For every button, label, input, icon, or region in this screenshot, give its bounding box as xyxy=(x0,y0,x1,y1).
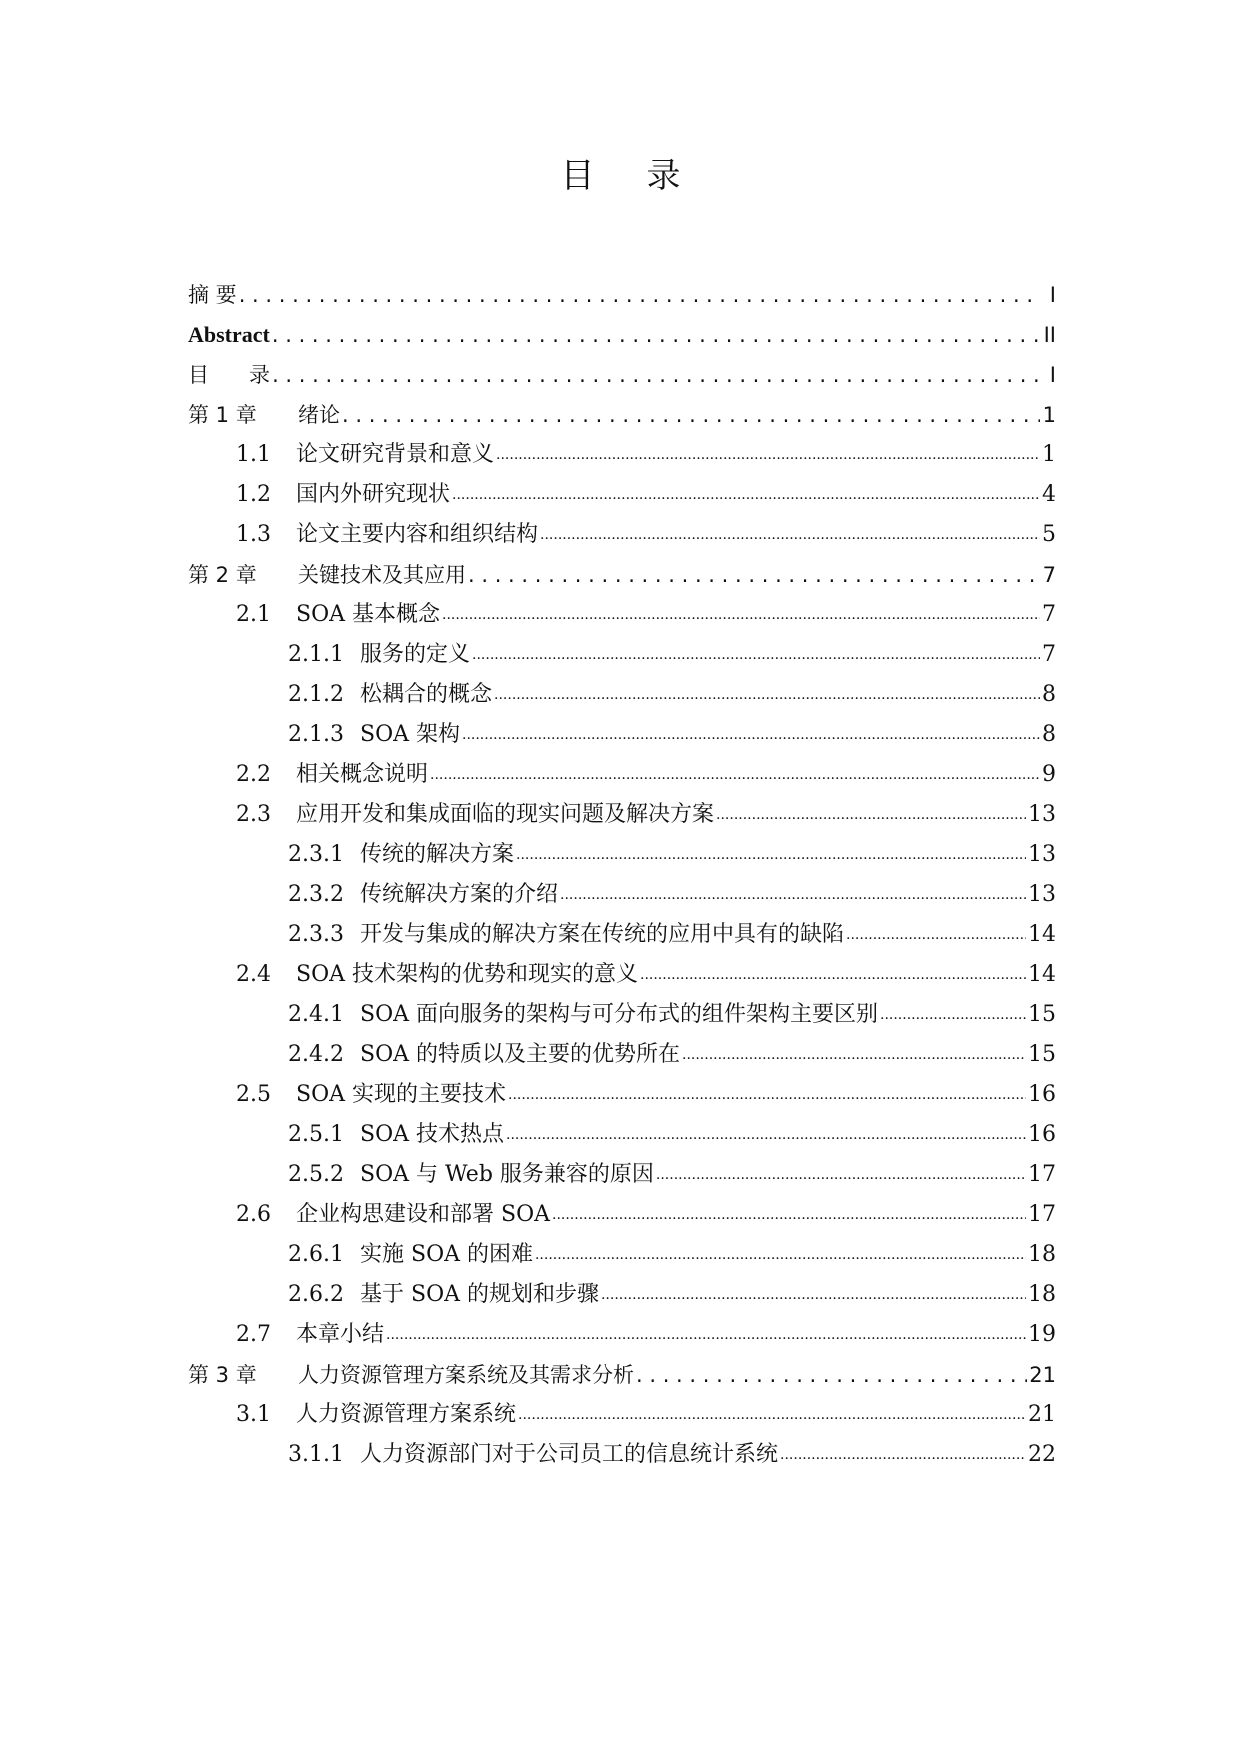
toc-entry-number: 2.6.1 xyxy=(288,1242,344,1267)
toc-entry-number: 第 3 章 xyxy=(188,1363,257,1387)
toc-entry-chapter[interactable] xyxy=(188,1346,1056,1390)
toc-entry-section[interactable] xyxy=(188,1186,1056,1230)
toc-entry-label: 相关概念说明 xyxy=(296,762,429,787)
toc-entry-section[interactable] xyxy=(188,466,1056,510)
toc-entry-page: 8 xyxy=(1042,722,1056,747)
toc-entry-page: 13 xyxy=(1028,802,1056,827)
toc-entry-label: Abstract xyxy=(188,322,270,347)
toc-entry-section[interactable] xyxy=(188,746,1056,790)
toc-entry-label: SOA 与 Web 服务兼容的原因 xyxy=(360,1162,654,1187)
toc-entry-number: 2.3.3 xyxy=(288,922,344,947)
toc-entry-number: 2.6.2 xyxy=(288,1282,344,1307)
toc-entry-label: 人力资源管理方案系统 xyxy=(296,1402,517,1427)
toc-entry-subsection[interactable] xyxy=(188,906,1056,950)
toc-entry-number: 第 1 章 xyxy=(188,403,257,427)
page-title-part1: 目 xyxy=(560,156,595,196)
toc-entry-contents[interactable] xyxy=(188,346,1056,390)
toc-entry-label: 传统解决方案的介绍 xyxy=(360,882,559,907)
toc-entry-subsection[interactable] xyxy=(188,1226,1056,1270)
toc-entry-label: SOA 实现的主要技术 xyxy=(296,1082,506,1107)
toc-entry-subsection[interactable] xyxy=(188,866,1056,910)
toc-entry-page: 17 xyxy=(1028,1202,1056,1227)
toc-entry-number: 1.2 xyxy=(236,482,271,507)
toc-entry-page: 18 xyxy=(1028,1282,1056,1307)
toc-entry-subsection[interactable] xyxy=(188,1026,1056,1070)
toc-entry-number: 2.1.1 xyxy=(288,642,344,667)
toc-entry-label: SOA 架构 xyxy=(360,722,460,747)
toc-entry-abstract-cn[interactable] xyxy=(188,266,1056,310)
toc-entry-label: 国内外研究现状 xyxy=(296,482,451,507)
toc-entry-subsection[interactable] xyxy=(188,626,1056,670)
toc-entry-page: 7 xyxy=(1042,642,1056,667)
toc-entry-section[interactable] xyxy=(188,1306,1056,1350)
toc-entry-number: 2.5.2 xyxy=(288,1162,344,1187)
page-title-part2: 录 xyxy=(646,156,681,196)
toc-entry-chapter[interactable] xyxy=(188,386,1056,430)
toc-entry-section[interactable] xyxy=(188,1066,1056,1110)
toc-entry-number: 3.1 xyxy=(236,1402,271,1427)
toc-entry-number: 2.1.3 xyxy=(288,722,344,747)
toc-entry-page: I xyxy=(1049,283,1056,307)
toc-entry-page: 5 xyxy=(1042,522,1056,547)
toc-entry-page: 15 xyxy=(1028,1002,1056,1027)
toc-entry-label: SOA 技术热点 xyxy=(360,1122,504,1147)
toc-entry-label: 人力资源管理方案系统及其需求分析 xyxy=(298,1363,634,1387)
page-title xyxy=(0,148,1241,197)
toc-entry-label: 本章小结 xyxy=(296,1322,385,1347)
toc-entry-page: 9 xyxy=(1042,762,1056,787)
toc-entry-label: 基于 SOA 的规划和步骤 xyxy=(360,1282,599,1307)
toc-entry-number: 2.3.2 xyxy=(288,882,344,907)
toc-entry-number: 1.3 xyxy=(236,522,271,547)
toc-entry-page: 13 xyxy=(1028,882,1056,907)
toc-entry-page: 7 xyxy=(1042,602,1056,627)
toc-entry-section[interactable] xyxy=(188,586,1056,630)
toc-entry-label: 目 录 xyxy=(188,363,271,387)
toc-entry-subsection[interactable] xyxy=(188,1146,1056,1190)
toc-entry-label: SOA 基本概念 xyxy=(296,602,440,627)
toc-entry-page: 1 xyxy=(1042,442,1056,467)
toc-entry-label: 开发与集成的解决方案在传统的应用中具有的缺陷 xyxy=(360,922,845,947)
toc-entry-page: 13 xyxy=(1028,842,1056,867)
toc-entry-label: 企业构思建设和部署 SOA xyxy=(296,1202,550,1227)
toc-entry-page: 22 xyxy=(1028,1442,1056,1467)
toc-entry-section[interactable] xyxy=(188,506,1056,550)
toc-leader-dots xyxy=(780,1438,1026,1470)
toc-entry-section[interactable] xyxy=(188,946,1056,990)
toc-entry-number: 2.3.1 xyxy=(288,842,344,867)
toc-entry-page: 15 xyxy=(1028,1042,1056,1067)
toc-entry-label: 传统的解决方案 xyxy=(360,842,515,867)
toc-entry-number: 2.5 xyxy=(236,1082,271,1107)
toc-entry-number: 1.1 xyxy=(236,442,271,467)
toc-entry-subsection[interactable] xyxy=(188,826,1056,870)
toc-entry-page: 19 xyxy=(1028,1322,1056,1347)
toc-entry-page: 1 xyxy=(1042,403,1056,427)
toc-entry-label: 应用开发和集成面临的现实问题及解决方案 xyxy=(296,802,715,827)
toc-entry-label: 关键技术及其应用 xyxy=(298,563,466,587)
toc-entry-label: 摘 要 xyxy=(188,283,237,307)
toc-entry-page: 21 xyxy=(1029,1363,1056,1387)
toc-entry-page: II xyxy=(1043,323,1056,347)
toc-entry-label: 服务的定义 xyxy=(360,642,471,667)
toc-entry-label: 论文主要内容和组织结构 xyxy=(296,522,539,547)
toc-entry-label: 实施 SOA 的困难 xyxy=(360,1242,533,1267)
toc-entry-label: 绪论 xyxy=(298,403,340,427)
toc-entry-label: 论文研究背景和意义 xyxy=(296,442,495,467)
toc-entry-label: 松耦合的概念 xyxy=(360,682,493,707)
toc-entry-section[interactable] xyxy=(188,426,1056,470)
toc-entry-label: SOA 的特质以及主要的优势所在 xyxy=(360,1042,680,1067)
toc-entry-page: I xyxy=(1049,363,1056,387)
toc-entry-page: 18 xyxy=(1028,1242,1056,1267)
toc-entry-label: 人力资源部门对于公司员工的信息统计系统 xyxy=(360,1442,779,1467)
toc-entry-page: 17 xyxy=(1028,1162,1056,1187)
toc-entry-subsection[interactable] xyxy=(188,1266,1056,1310)
toc-entry-number: 2.7 xyxy=(236,1322,271,1347)
toc-entry-subsection[interactable] xyxy=(188,666,1056,710)
toc-entry-label: SOA 面向服务的架构与可分布式的组件架构主要区别 xyxy=(360,1002,878,1027)
toc-entry-number: 2.4 xyxy=(236,962,271,987)
toc-entry-number: 2.4.2 xyxy=(288,1042,344,1067)
toc-entry-subsection[interactable] xyxy=(188,706,1056,750)
toc-entry-subsection[interactable] xyxy=(188,1426,1056,1470)
toc-entry-number: 2.3 xyxy=(236,802,271,827)
toc-entry-chapter[interactable] xyxy=(188,546,1056,590)
toc-entry-number: 2.2 xyxy=(236,762,271,787)
toc-entry-page: 7 xyxy=(1042,563,1056,587)
toc-entry-section[interactable] xyxy=(188,786,1056,830)
toc-entry-number: 第 2 章 xyxy=(188,563,257,587)
toc-entry-page: 4 xyxy=(1042,482,1056,507)
toc-entry-page: 21 xyxy=(1028,1402,1056,1427)
toc-entry-subsection[interactable] xyxy=(188,986,1056,1030)
toc-entry-page: 14 xyxy=(1028,922,1056,947)
toc-entry-section[interactable] xyxy=(188,1386,1056,1430)
toc-entry-abstract-en[interactable] xyxy=(188,306,1056,350)
toc-entry-page: 16 xyxy=(1028,1122,1056,1147)
toc-entry-number: 2.5.1 xyxy=(288,1122,344,1147)
toc-entry-number: 2.1.2 xyxy=(288,682,344,707)
toc-entry-number: 2.4.1 xyxy=(288,1002,344,1027)
toc-entry-label: SOA 技术架构的优势和现实的意义 xyxy=(296,962,638,987)
toc-entry-page: 16 xyxy=(1028,1082,1056,1107)
toc-entry-number: 2.1 xyxy=(236,602,271,627)
toc-entry-page: 14 xyxy=(1028,962,1056,987)
toc-entry-subsection[interactable] xyxy=(188,1106,1056,1150)
toc-entry-page: 8 xyxy=(1042,682,1056,707)
toc-entry-number: 2.6 xyxy=(236,1202,271,1227)
toc-entry-number: 3.1.1 xyxy=(288,1442,344,1467)
